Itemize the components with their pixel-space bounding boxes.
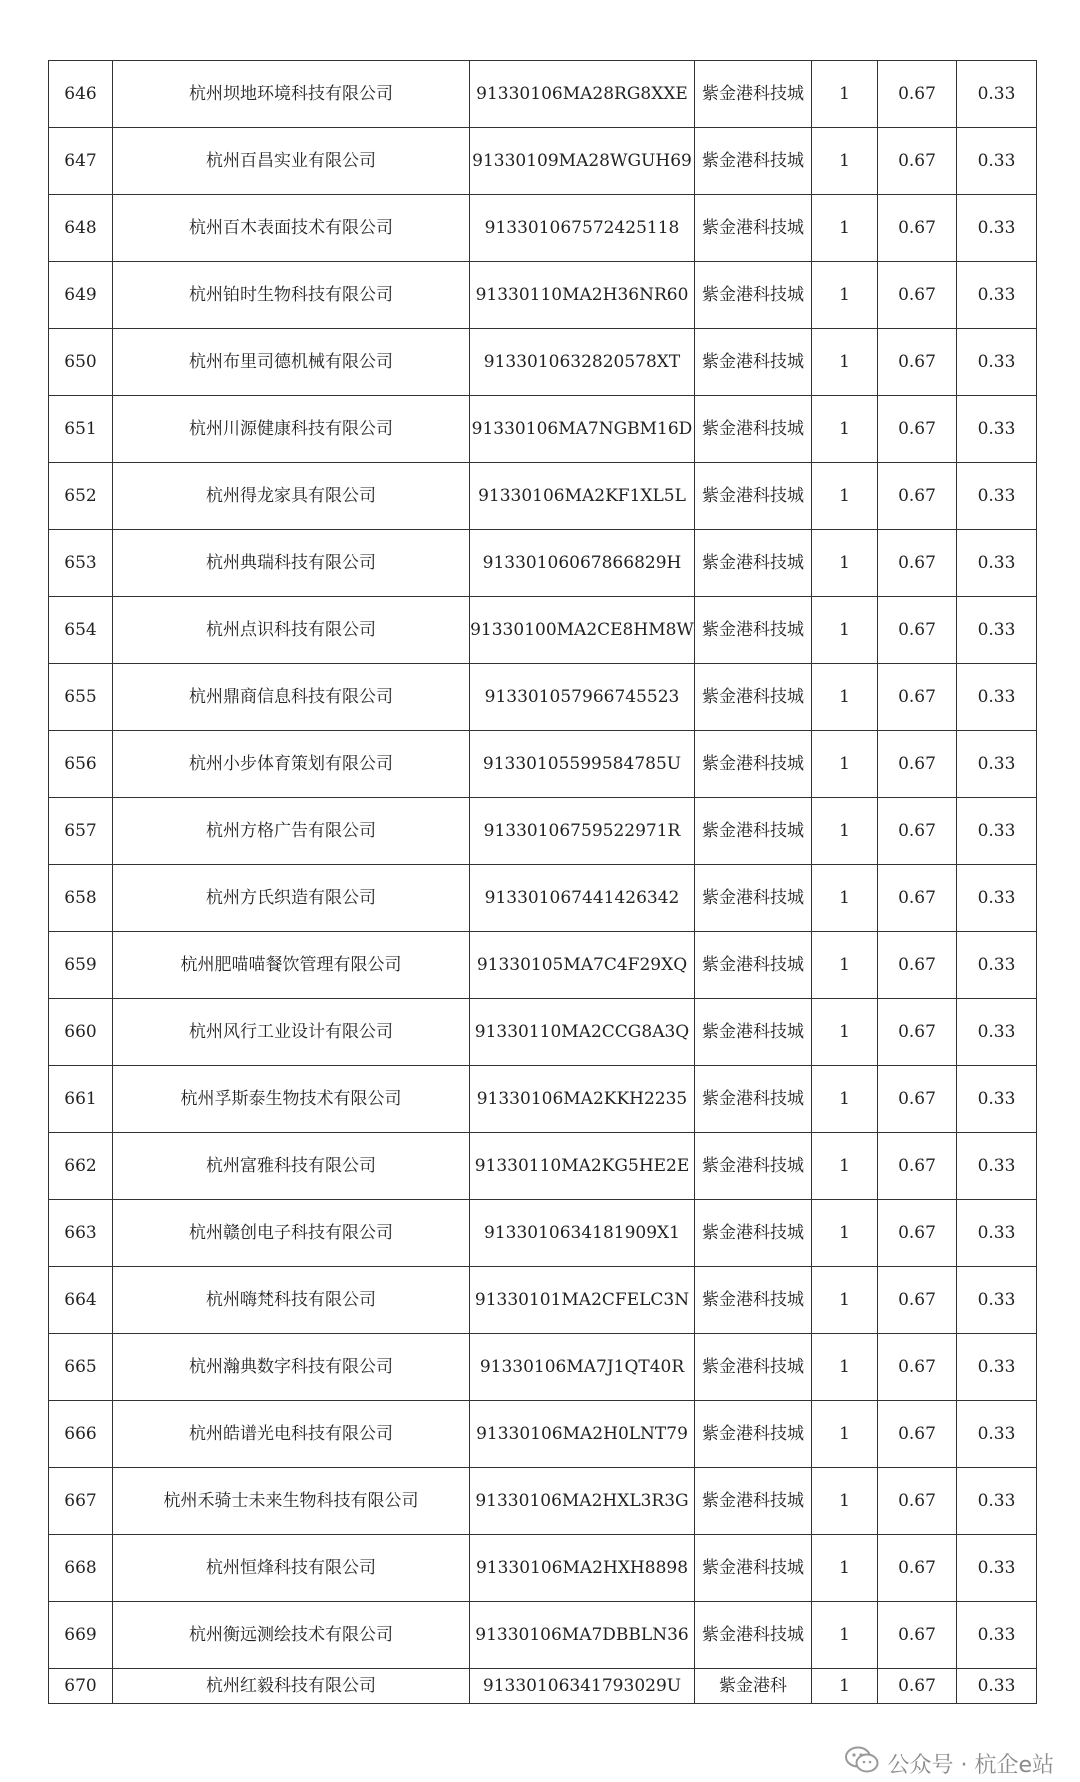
table-row	[49, 999, 1037, 1066]
row-number-cell: 658	[49, 865, 113, 932]
zone-cell: 紫金港科技城	[695, 999, 812, 1066]
company-name-cell: 杭州鼎商信息科技有限公司	[113, 664, 470, 731]
table-row	[49, 1334, 1037, 1401]
value-c-cell: 0.33	[957, 597, 1037, 664]
value-c-cell: 0.33	[957, 1669, 1037, 1704]
row-number-cell: 668	[49, 1535, 113, 1602]
zone-cell: 紫金港科技城	[695, 195, 812, 262]
value-a-cell: 1	[812, 61, 878, 128]
value-c-cell: 0.33	[957, 865, 1037, 932]
company-name-cell: 杭州风行工业设计有限公司	[113, 999, 470, 1066]
table-row	[49, 597, 1037, 664]
company-name-cell: 杭州肥喵喵餐饮管理有限公司	[113, 932, 470, 999]
table-row	[49, 1066, 1037, 1133]
credit-code-cell: 91330106MA2H0LNT79	[470, 1401, 695, 1468]
value-c-cell: 0.33	[957, 798, 1037, 865]
value-b-cell: 0.67	[878, 61, 957, 128]
zone-cell: 紫金港科技城	[695, 1468, 812, 1535]
value-c-cell: 0.33	[957, 932, 1037, 999]
credit-code-cell: 91330101MA2CFELC3N	[470, 1267, 695, 1334]
value-b-cell: 0.67	[878, 932, 957, 999]
row-number-cell: 662	[49, 1133, 113, 1200]
value-c-cell: 0.33	[957, 1267, 1037, 1334]
zone-cell: 紫金港科技城	[695, 1602, 812, 1669]
credit-code-cell: 91330106MA2KF1XL5L	[470, 463, 695, 530]
table-row	[49, 731, 1037, 798]
value-a-cell: 1	[812, 463, 878, 530]
zone-cell: 紫金港科技城	[695, 128, 812, 195]
row-number-cell: 663	[49, 1200, 113, 1267]
value-b-cell: 0.67	[878, 1200, 957, 1267]
value-b-cell: 0.67	[878, 597, 957, 664]
value-b-cell: 0.67	[878, 329, 957, 396]
credit-code-cell: 913301067441426342	[470, 865, 695, 932]
row-number-cell: 654	[49, 597, 113, 664]
zone-cell: 紫金港科技城	[695, 932, 812, 999]
table-row	[49, 396, 1037, 463]
value-a-cell: 1	[812, 1602, 878, 1669]
value-a-cell: 1	[812, 396, 878, 463]
value-b-cell: 0.67	[878, 999, 957, 1066]
table-row	[49, 262, 1037, 329]
zone-cell: 紫金港科技城	[695, 61, 812, 128]
zone-cell: 紫金港科技城	[695, 1267, 812, 1334]
company-table	[48, 60, 1037, 1704]
credit-code-cell: 91330106MA2HXL3R3G	[470, 1468, 695, 1535]
row-number-cell: 652	[49, 463, 113, 530]
table-row	[49, 329, 1037, 396]
table-row	[49, 865, 1037, 932]
row-number-cell: 665	[49, 1334, 113, 1401]
company-name-cell: 杭州恒烽科技有限公司	[113, 1535, 470, 1602]
zone-cell: 紫金港科	[695, 1669, 812, 1704]
value-b-cell: 0.67	[878, 798, 957, 865]
value-a-cell: 1	[812, 1334, 878, 1401]
row-number-cell: 650	[49, 329, 113, 396]
value-b-cell: 0.67	[878, 195, 957, 262]
value-a-cell: 1	[812, 1669, 878, 1704]
row-number-cell: 660	[49, 999, 113, 1066]
value-c-cell: 0.33	[957, 664, 1037, 731]
company-name-cell: 杭州孚斯泰生物技术有限公司	[113, 1066, 470, 1133]
zone-cell: 紫金港科技城	[695, 396, 812, 463]
zone-cell: 紫金港科技城	[695, 1066, 812, 1133]
zone-cell: 紫金港科技城	[695, 865, 812, 932]
credit-code-cell: 91330105599584785U	[470, 731, 695, 798]
value-b-cell: 0.67	[878, 1535, 957, 1602]
zone-cell: 紫金港科技城	[695, 798, 812, 865]
table-row	[49, 932, 1037, 999]
value-a-cell: 1	[812, 1133, 878, 1200]
credit-code-cell: 91330106MA2KKH2235	[470, 1066, 695, 1133]
value-c-cell: 0.33	[957, 1334, 1037, 1401]
value-b-cell: 0.67	[878, 1334, 957, 1401]
zone-cell: 紫金港科技城	[695, 463, 812, 530]
value-c-cell: 0.33	[957, 463, 1037, 530]
value-c-cell: 0.33	[957, 1066, 1037, 1133]
row-number-cell: 661	[49, 1066, 113, 1133]
company-name-cell: 杭州布里司德机械有限公司	[113, 329, 470, 396]
value-c-cell: 0.33	[957, 262, 1037, 329]
company-name-cell: 杭州衡远测绘技术有限公司	[113, 1602, 470, 1669]
table-row	[49, 128, 1037, 195]
company-name-cell: 杭州嗨梵科技有限公司	[113, 1267, 470, 1334]
value-b-cell: 0.67	[878, 530, 957, 597]
table-row	[49, 1133, 1037, 1200]
row-number-cell: 647	[49, 128, 113, 195]
company-name-cell: 杭州富雅科技有限公司	[113, 1133, 470, 1200]
row-number-cell: 670	[49, 1669, 113, 1704]
value-c-cell: 0.33	[957, 61, 1037, 128]
table-row	[49, 195, 1037, 262]
company-name-cell: 杭州川源健康科技有限公司	[113, 396, 470, 463]
row-number-cell: 655	[49, 664, 113, 731]
value-b-cell: 0.67	[878, 1468, 957, 1535]
table-row	[49, 1669, 1037, 1704]
credit-code-cell: 91330100MA2CE8HM8W	[470, 597, 695, 664]
zone-cell: 紫金港科技城	[695, 1133, 812, 1200]
value-a-cell: 1	[812, 597, 878, 664]
value-c-cell: 0.33	[957, 1602, 1037, 1669]
wechat-icon	[845, 1746, 879, 1780]
value-c-cell: 0.33	[957, 195, 1037, 262]
value-a-cell: 1	[812, 664, 878, 731]
value-a-cell: 1	[812, 932, 878, 999]
zone-cell: 紫金港科技城	[695, 1401, 812, 1468]
table-row	[49, 61, 1037, 128]
company-name-cell: 杭州铂时生物科技有限公司	[113, 262, 470, 329]
zone-cell: 紫金港科技城	[695, 1334, 812, 1401]
value-b-cell: 0.67	[878, 731, 957, 798]
zone-cell: 紫金港科技城	[695, 1535, 812, 1602]
credit-code-cell: 91330106MA28RG8XXE	[470, 61, 695, 128]
table-row	[49, 1401, 1037, 1468]
zone-cell: 紫金港科技城	[695, 664, 812, 731]
table-row	[49, 1468, 1037, 1535]
credit-code-cell: 9133010634181909X1	[470, 1200, 695, 1267]
row-number-cell: 667	[49, 1468, 113, 1535]
value-b-cell: 0.67	[878, 396, 957, 463]
row-number-cell: 659	[49, 932, 113, 999]
credit-code-cell: 913301057966745523	[470, 664, 695, 731]
value-c-cell: 0.33	[957, 1401, 1037, 1468]
value-b-cell: 0.67	[878, 262, 957, 329]
company-name-cell: 杭州瀚典数字科技有限公司	[113, 1334, 470, 1401]
watermark	[845, 1746, 1054, 1780]
row-number-cell: 664	[49, 1267, 113, 1334]
credit-code-cell: 91330106341793029U	[470, 1669, 695, 1704]
company-name-cell: 杭州禾骑士未来生物科技有限公司	[113, 1468, 470, 1535]
company-name-cell: 杭州方氏织造有限公司	[113, 865, 470, 932]
value-a-cell: 1	[812, 865, 878, 932]
credit-code-cell: 91330110MA2H36NR60	[470, 262, 695, 329]
value-b-cell: 0.67	[878, 128, 957, 195]
value-b-cell: 0.67	[878, 1066, 957, 1133]
company-name-cell: 杭州得龙家具有限公司	[113, 463, 470, 530]
company-name-cell: 杭州方格广告有限公司	[113, 798, 470, 865]
value-a-cell: 1	[812, 1535, 878, 1602]
credit-code-cell: 91330109MA28WGUH69	[470, 128, 695, 195]
row-number-cell: 656	[49, 731, 113, 798]
table-row	[49, 798, 1037, 865]
value-a-cell: 1	[812, 1066, 878, 1133]
value-c-cell: 0.33	[957, 530, 1037, 597]
value-c-cell: 0.33	[957, 731, 1037, 798]
credit-code-cell: 91330106MA7NGBM16D	[470, 396, 695, 463]
credit-code-cell: 91330110MA2CCG8A3Q	[470, 999, 695, 1066]
row-number-cell: 648	[49, 195, 113, 262]
table-row	[49, 530, 1037, 597]
value-c-cell: 0.33	[957, 1133, 1037, 1200]
company-name-cell: 杭州红毅科技有限公司	[113, 1669, 470, 1704]
value-a-cell: 1	[812, 999, 878, 1066]
value-c-cell: 0.33	[957, 329, 1037, 396]
company-name-cell: 杭州典瑞科技有限公司	[113, 530, 470, 597]
table-row	[49, 1267, 1037, 1334]
credit-code-cell: 913301067572425118	[470, 195, 695, 262]
company-name-cell: 杭州坝地环境科技有限公司	[113, 61, 470, 128]
value-c-cell: 0.33	[957, 1200, 1037, 1267]
zone-cell: 紫金港科技城	[695, 262, 812, 329]
value-a-cell: 1	[812, 798, 878, 865]
value-c-cell: 0.33	[957, 396, 1037, 463]
table-row	[49, 1200, 1037, 1267]
value-b-cell: 0.67	[878, 463, 957, 530]
value-a-cell: 1	[812, 1200, 878, 1267]
credit-code-cell: 91330106067866829H	[470, 530, 695, 597]
company-table-body	[49, 61, 1037, 1704]
value-a-cell: 1	[812, 1468, 878, 1535]
company-name-cell: 杭州百昌实业有限公司	[113, 128, 470, 195]
row-number-cell: 657	[49, 798, 113, 865]
credit-code-cell: 91330106MA7J1QT40R	[470, 1334, 695, 1401]
watermark-text: 公众号 · 杭企e站	[887, 1752, 1054, 1778]
table-row	[49, 463, 1037, 530]
value-a-cell: 1	[812, 530, 878, 597]
credit-code-cell: 91330106MA2HXH8898	[470, 1535, 695, 1602]
value-b-cell: 0.67	[878, 1602, 957, 1669]
value-b-cell: 0.67	[878, 1133, 957, 1200]
zone-cell: 紫金港科技城	[695, 530, 812, 597]
zone-cell: 紫金港科技城	[695, 329, 812, 396]
company-name-cell: 杭州点识科技有限公司	[113, 597, 470, 664]
credit-code-cell: 91330106759522971R	[470, 798, 695, 865]
row-number-cell: 669	[49, 1602, 113, 1669]
row-number-cell: 646	[49, 61, 113, 128]
credit-code-cell: 9133010632820578XT	[470, 329, 695, 396]
row-number-cell: 649	[49, 262, 113, 329]
value-b-cell: 0.67	[878, 1401, 957, 1468]
value-a-cell: 1	[812, 329, 878, 396]
zone-cell: 紫金港科技城	[695, 731, 812, 798]
table-row	[49, 664, 1037, 731]
value-a-cell: 1	[812, 1401, 878, 1468]
value-a-cell: 1	[812, 195, 878, 262]
table-row	[49, 1602, 1037, 1669]
credit-code-cell: 91330106MA7DBBLN36	[470, 1602, 695, 1669]
company-name-cell: 杭州皓谱光电科技有限公司	[113, 1401, 470, 1468]
row-number-cell: 651	[49, 396, 113, 463]
value-c-cell: 0.33	[957, 128, 1037, 195]
value-b-cell: 0.67	[878, 664, 957, 731]
table-row	[49, 1535, 1037, 1602]
value-a-cell: 1	[812, 731, 878, 798]
value-a-cell: 1	[812, 128, 878, 195]
zone-cell: 紫金港科技城	[695, 597, 812, 664]
credit-code-cell: 91330110MA2KG5HE2E	[470, 1133, 695, 1200]
value-c-cell: 0.33	[957, 999, 1037, 1066]
company-name-cell: 杭州百木表面技术有限公司	[113, 195, 470, 262]
value-b-cell: 0.67	[878, 1669, 957, 1704]
company-name-cell: 杭州小步体育策划有限公司	[113, 731, 470, 798]
row-number-cell: 653	[49, 530, 113, 597]
value-b-cell: 0.67	[878, 865, 957, 932]
value-b-cell: 0.67	[878, 1267, 957, 1334]
company-name-cell: 杭州赣创电子科技有限公司	[113, 1200, 470, 1267]
value-a-cell: 1	[812, 262, 878, 329]
zone-cell: 紫金港科技城	[695, 1200, 812, 1267]
value-a-cell: 1	[812, 1267, 878, 1334]
row-number-cell: 666	[49, 1401, 113, 1468]
value-c-cell: 0.33	[957, 1468, 1037, 1535]
value-c-cell: 0.33	[957, 1535, 1037, 1602]
credit-code-cell: 91330105MA7C4F29XQ	[470, 932, 695, 999]
